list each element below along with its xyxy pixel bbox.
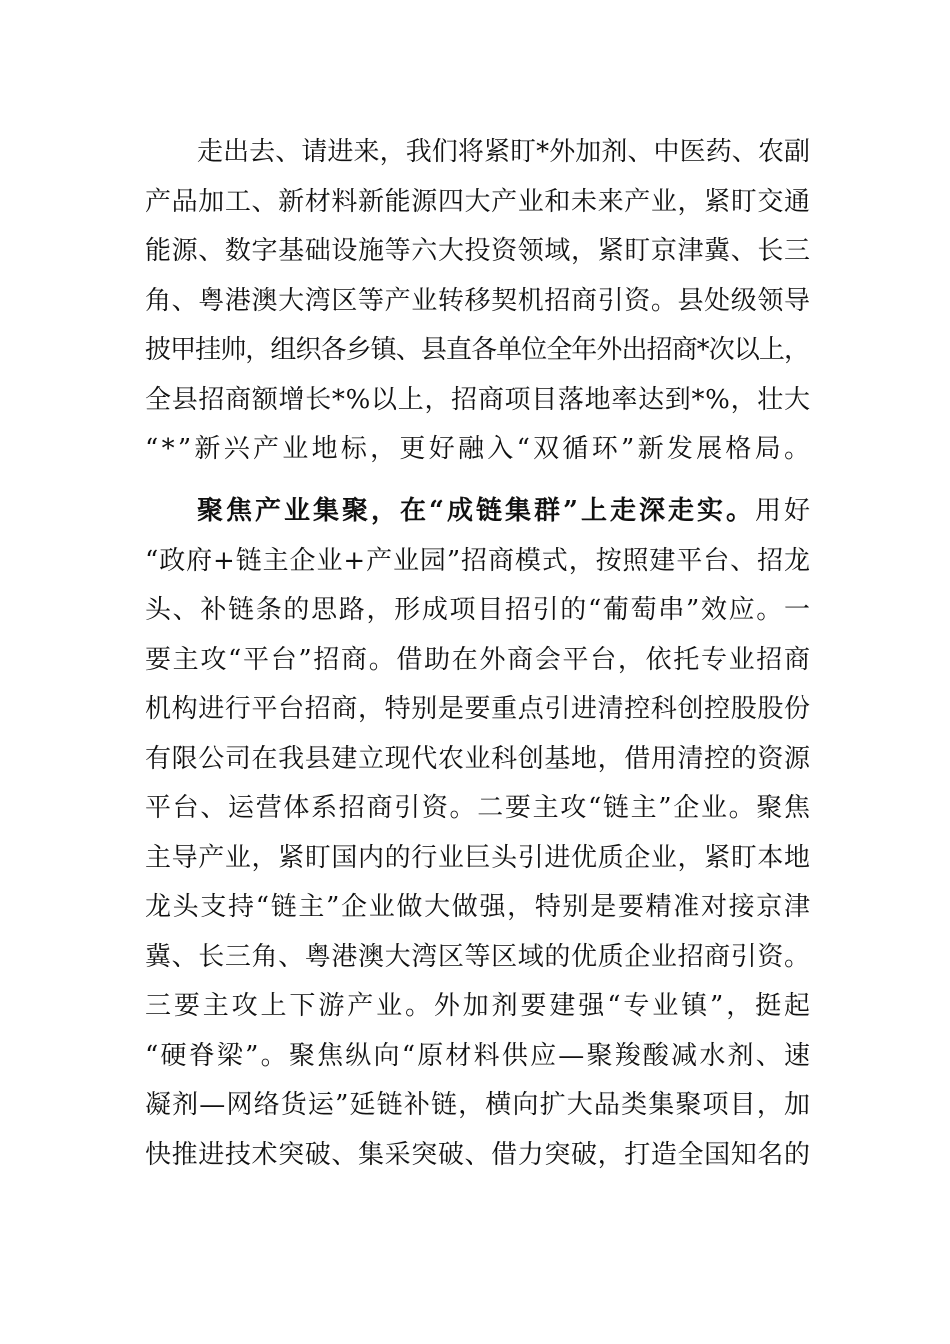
text-line: 机构进行平台招商，特别是要重点引进清控科创控股股份: [145, 694, 811, 724]
paragraph-heading: 聚焦产业集聚，在“成链集群”上走深走实。: [197, 496, 755, 526]
text-line: 有限公司在我县建立现代农业科创基地，借用清控的资源: [145, 743, 811, 774]
text-line: “*”新兴产业地标，更好融入“双循环”新发展格局。: [145, 434, 814, 464]
paragraph-industry-clustering: [145, 487, 813, 1180]
text-line: 披甲挂帅，组织各乡镇、县直各单位全年外出招商*次以上，: [145, 335, 810, 365]
text-line: 冀、长三角、粤港澳大湾区等区域的优质企业招商引资。: [145, 941, 811, 972]
text-line: 产品加工、新材料新能源四大产业和未来产业，紧盯交通: [145, 186, 811, 217]
text-line: 全县招商额增长*%以上，招商项目落地率达到*%，壮大: [145, 384, 811, 415]
text-line: 平台、运营体系招商引资。二要主攻“链主”企业。聚焦: [145, 793, 812, 823]
text-line: “硬脊梁”。聚焦纵向“原材料供应—聚羧酸减水剂、速: [145, 1040, 813, 1071]
text-line: [145, 487, 813, 537]
paragraph-investment-promotion: [145, 128, 814, 475]
text-line: 要主攻“平台”招商。借助在外商会平台，依托专业招商: [145, 644, 812, 675]
text-line: 三要主攻上下游产业。外加剂要建强“专业镇”，挺起: [145, 991, 813, 1021]
text-line: 走出去、请进来，我们将紧盯*外加剂、中医药、农副: [197, 137, 811, 167]
text-line: 头、补链条的思路，形成项目招引的“葡萄串”效应。一: [145, 595, 812, 625]
text-line: 凝剂—网络货运”延链补链，横向扩大品类集聚项目，加: [145, 1090, 812, 1120]
text-line: 角、粤港澳大湾区等产业转移契机招商引资。县处级领导: [145, 285, 811, 316]
heading-line-rest: 用好: [754, 496, 813, 526]
text-line: 龙头支持“链主”企业做大做强，特别是要精准对接京津: [145, 892, 812, 922]
text-line: 快推进技术突破、集采突破、借力突破，打造全国知名的: [145, 1139, 811, 1170]
text-line: “政府+链主企业+产业园”招商模式，按照建平台、招龙: [145, 545, 811, 576]
text-line: 能源、数字基础设施等六大投资领域，紧盯京津冀、长三: [145, 236, 811, 266]
text-line: 主导产业，紧盯国内的行业巨头引进优质企业，紧盯本地: [145, 842, 811, 873]
